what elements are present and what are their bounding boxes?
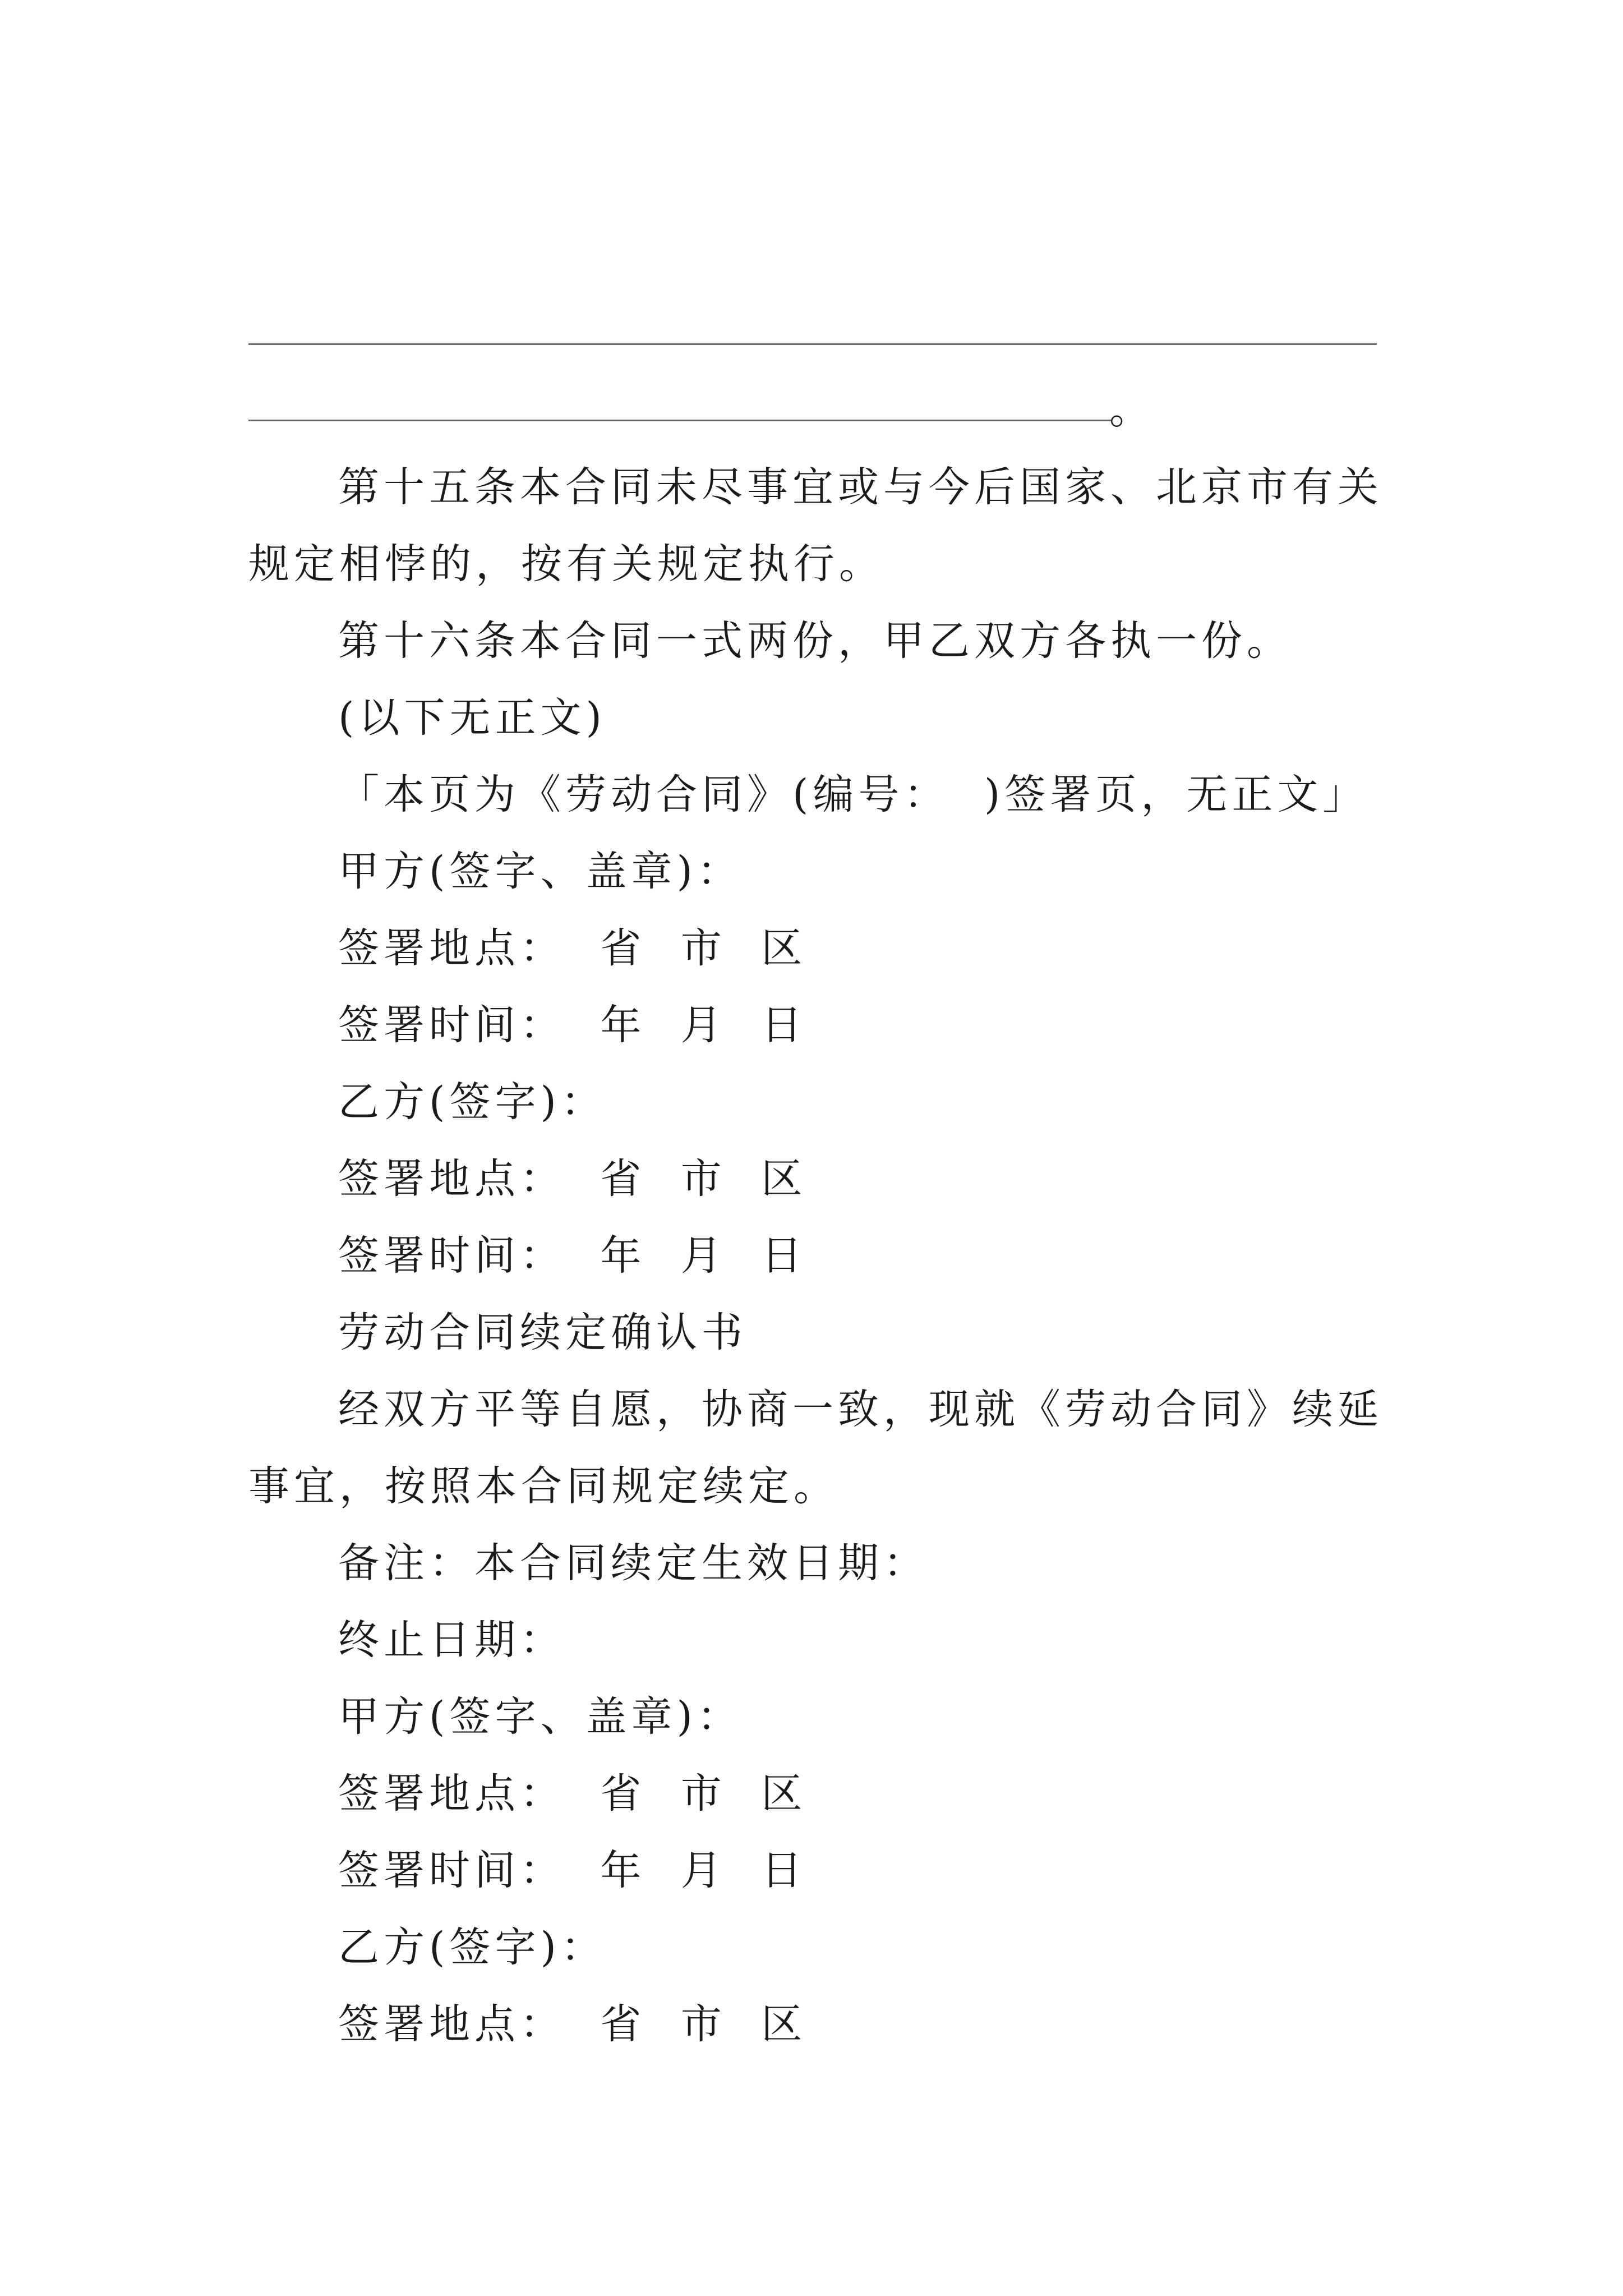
renewal-title: 劳动合同续定确认书	[338, 1309, 747, 1356]
signature-page-note: 「本页为《劳动合同》(编号： )签署页，无正文」	[338, 771, 1368, 818]
blank-fill-line	[248, 343, 1377, 345]
renewal-effective-date: 备注：本合同续定生效日期：	[338, 1539, 929, 1587]
signing-date: 签署时间： 年 月 日	[338, 1847, 807, 1894]
clause-15: 第十五条本合同未尽事宜或与今后国家、北京市有关规定相悖的，按有关规定执行。	[248, 463, 1383, 588]
signing-location: 签署地点： 省 市 区	[338, 1155, 807, 1203]
blank-fill-line	[248, 420, 1111, 421]
period-mark: 。	[1109, 386, 1150, 433]
party-b-signature: 乙方(签字)：	[338, 1078, 606, 1126]
renewal-statement: 经双方平等自愿，协商一致，现就《劳动合同》续延事宜，按照本合同规定续定。	[248, 1386, 1383, 1510]
party-b-signature: 乙方(签字)：	[338, 1924, 606, 1971]
party-a-signature: 甲方(签字、盖章)：	[338, 848, 743, 895]
clause-16: 第十六条本合同一式两份，甲乙双方各执一份。	[338, 617, 1292, 665]
signing-location: 签署地点： 省 市 区	[338, 924, 807, 972]
document-body	[248, 449, 1393, 2063]
termination-date: 终止日期：	[338, 1616, 565, 1664]
party-a-signature: 甲方(签字、盖章)：	[338, 1693, 743, 1741]
signing-location: 签署地点： 省 市 区	[338, 1770, 807, 1818]
signing-date: 签署时间： 年 月 日	[338, 1232, 807, 1280]
signing-location: 签署地点： 省 市 区	[338, 2000, 807, 2048]
no-text-note: (以下无正文)	[338, 694, 606, 742]
signing-date: 签署时间： 年 月 日	[338, 1001, 807, 1049]
